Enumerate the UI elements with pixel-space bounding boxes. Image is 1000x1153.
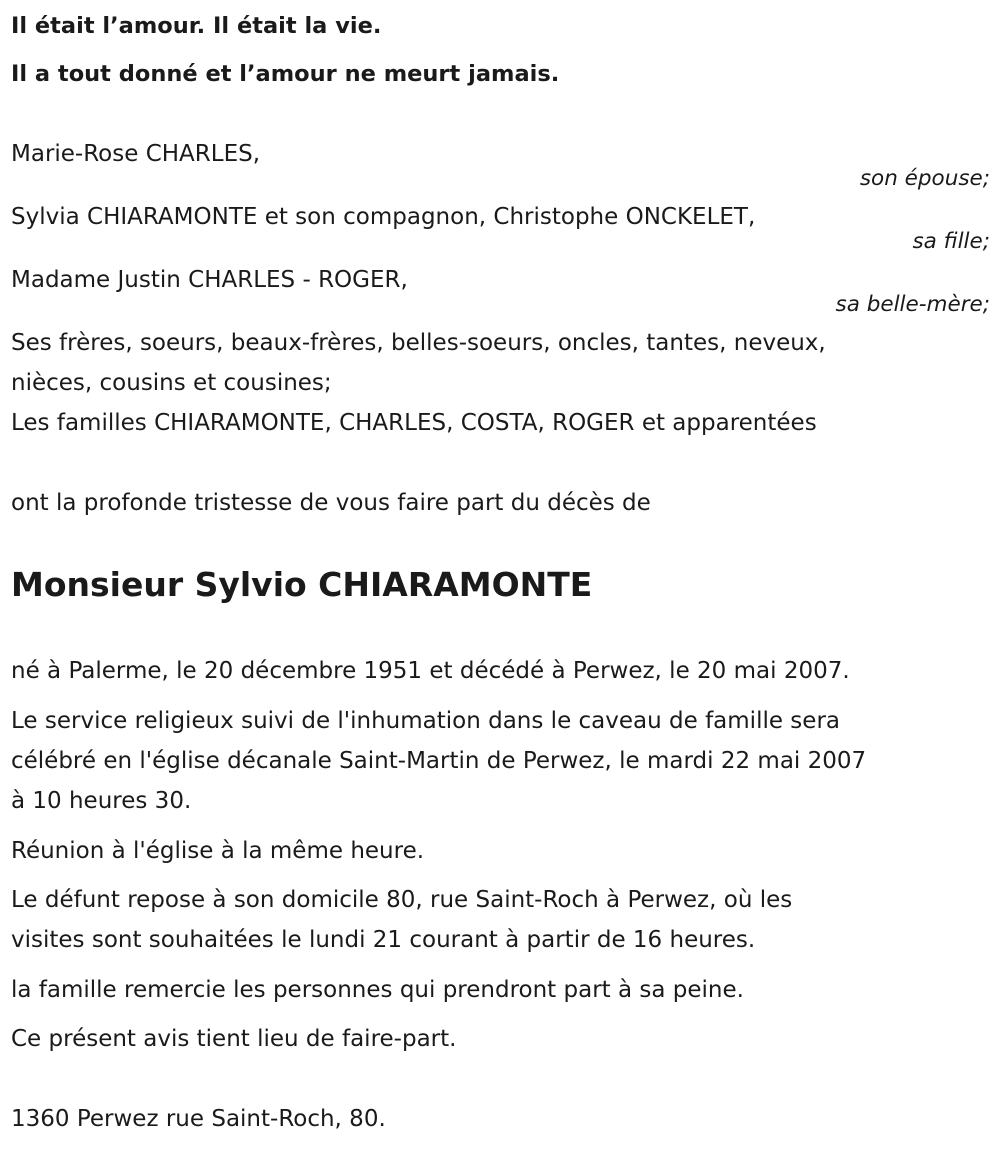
relation-spouse: son épouse; [859, 166, 990, 191]
relatives-line-2: nièces, cousins et cousines; [11, 370, 332, 396]
notice-text: Ce présent avis tient lieu de faire-part. [11, 1026, 457, 1052]
deceased-name: Monsieur Sylvio CHIARAMONTE [11, 565, 593, 604]
service-line-1: Le service religieux suivi de l'inhumation dans le caveau de famille sera [11, 708, 840, 734]
service-line-3: à 10 heures 30. [11, 788, 192, 814]
birth-death-text: né à Palerme, le 20 décembre 1951 et décédé à Perwez, le 20 mai 2007. [11, 658, 850, 684]
service-line-2: célébré en l'église décanale Saint-Martin de Perwez, le mardi 22 mai 2007 [11, 748, 867, 774]
visits-line-2: visites sont souhaitées le lundi 21 courant à partir de 16 heures. [11, 927, 756, 953]
meeting-text: Réunion à l'église à la même heure. [11, 838, 425, 864]
address-text: 1360 Perwez rue Saint-Roch, 80. [11, 1106, 386, 1132]
relation-mother-in-law: sa belle-mère; [835, 292, 990, 317]
thanks-text: la famille remercie les personnes qui prendront part à sa peine. [11, 977, 744, 1003]
relatives-line-3: Les familles CHIARAMONTE, CHARLES, COSTA, ROGER et apparentées [11, 410, 817, 436]
family-member-mother-in-law: Madame Justin CHARLES - ROGER, [11, 267, 408, 293]
relatives-line-1: Ses frères, soeurs, beaux-frères, belles-soeurs, oncles, tantes, neveux, [11, 330, 826, 356]
relation-daughter: sa fille; [912, 229, 990, 254]
family-member-daughter: Sylvia CHIARAMONTE et son compagnon, Christophe ONCKELET, [11, 204, 756, 230]
announcement-text: ont la profonde tristesse de vous faire part du décès de [11, 490, 651, 516]
epitaph-line-1: Il était l’amour. Il était la vie. [11, 13, 382, 39]
visits-line-1: Le défunt repose à son domicile 80, rue Saint-Roch à Perwez, où les [11, 887, 793, 913]
epitaph-line-2: Il a tout donné et l’amour ne meurt jamais. [11, 61, 560, 87]
family-member-spouse: Marie-Rose CHARLES, [11, 141, 261, 167]
